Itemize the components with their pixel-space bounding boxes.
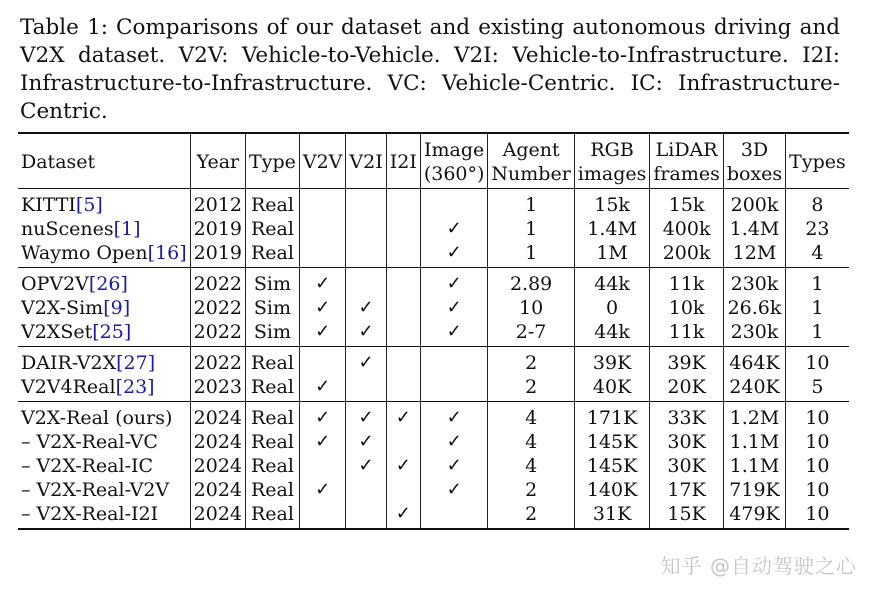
citation-link[interactable]: [27] [116,352,156,374]
cell-v2i [346,478,386,502]
cell-v2i: ✓ [346,320,386,347]
cell-boxes: 230k [723,268,785,297]
cell-types: 10 [786,430,849,454]
cell-type: Real [246,502,300,529]
cell-rgb: 44k [574,268,650,297]
cell-boxes: 26.6k [723,296,785,320]
cell-v2v [299,241,346,268]
cell-rgb: 145K [574,430,650,454]
cell-v2i [346,502,386,529]
cell-type: Sim [246,268,300,297]
table-row [18,217,849,241]
cell-image: ✓ [420,296,488,320]
cell-types: 10 [786,347,849,376]
header-image-line1: Image [423,139,485,161]
cell-i2i: ✓ [386,454,420,478]
table-caption [20,14,840,126]
cell-v2i: ✓ [346,402,386,431]
table-row [18,375,849,402]
header-boxes [723,133,785,189]
cell-i2i [386,189,420,218]
cell-v2v [299,189,346,218]
header-image-line2: (360°) [423,163,485,185]
cell-dataset [18,347,190,376]
cell-rgb: 1.4M [574,217,650,241]
cell-v2i: ✓ [346,454,386,478]
cell-lidar: 39K [650,347,723,376]
dataset-name: OPV2V [21,273,89,295]
watermark: 知乎 @自动驾驶之心 [660,554,857,578]
cell-type: Real [246,402,300,431]
cell-dataset [18,217,190,241]
cell-i2i: ✓ [386,402,420,431]
cell-types: 10 [786,502,849,529]
header-rgb-line1: RGB [590,139,634,161]
citation-link[interactable]: [26] [88,273,128,295]
cell-boxes: 12M [723,241,785,268]
cell-i2i [386,347,420,376]
cell-lidar: 30K [650,430,723,454]
citation-link[interactable]: [1] [113,218,141,240]
table-row [18,241,849,268]
cell-i2i [386,296,420,320]
header-image [420,133,488,189]
cell-types: 4 [786,241,849,268]
header-type: Type [246,133,300,189]
cell-v2i [346,375,386,402]
table-row [18,502,849,529]
cell-agents: 2-7 [488,320,574,347]
cell-v2i [346,268,386,297]
cell-i2i [386,375,420,402]
cell-v2i: ✓ [346,430,386,454]
cell-dataset [18,454,190,478]
cell-year: 2022 [190,347,245,376]
cell-image: ✓ [420,402,488,431]
cell-boxes: 719K [723,478,785,502]
cell-dataset [18,268,190,297]
cell-dataset [18,375,190,402]
cell-rgb: 1M [574,241,650,268]
cell-type: Real [246,375,300,402]
header-agent [488,133,574,189]
header-i2i: I2I [386,133,420,189]
cell-lidar: 30K [650,454,723,478]
cell-image: ✓ [420,217,488,241]
cell-dataset [18,478,190,502]
cell-type: Sim [246,296,300,320]
table-row [18,402,849,431]
cell-agents: 4 [488,430,574,454]
cell-i2i [386,478,420,502]
dataset-name: V2X-Real (ours) [21,407,173,429]
header-rgb [574,133,650,189]
cell-year: 2024 [190,430,245,454]
cell-lidar: 15K [650,502,723,529]
cell-types: 1 [786,296,849,320]
cell-image: ✓ [420,241,488,268]
table-row [18,430,849,454]
table-row [18,189,849,218]
cell-i2i: ✓ [386,502,420,529]
citation-link[interactable]: [25] [92,321,132,343]
cell-v2v [299,502,346,529]
cell-lidar: 10k [650,296,723,320]
table-row [18,347,849,376]
cell-v2v: ✓ [299,402,346,431]
cell-year: 2024 [190,454,245,478]
cell-agents: 4 [488,454,574,478]
cell-year: 2022 [190,268,245,297]
cell-image: ✓ [420,268,488,297]
dataset-name: DAIR-V2X [21,352,117,374]
cell-year: 2023 [190,375,245,402]
cell-year: 2024 [190,478,245,502]
header-row [18,133,849,189]
cell-boxes: 464K [723,347,785,376]
cell-agents: 2 [488,478,574,502]
cell-image [420,502,488,529]
cell-boxes: 1.2M [723,402,785,431]
header-lidar-line1: LiDAR [655,139,718,161]
cell-type: Real [246,430,300,454]
cell-dataset [18,241,190,268]
header-agent-line2: Number [491,163,571,185]
table-row [18,478,849,502]
cell-rgb: 0 [574,296,650,320]
cell-v2v: ✓ [299,296,346,320]
table-row [18,296,849,320]
dataset-name: Waymo Open [21,242,148,264]
cell-agents: 2 [488,347,574,376]
cell-boxes: 230k [723,320,785,347]
cell-v2v: ✓ [299,375,346,402]
cell-lidar: 200k [650,241,723,268]
header-v2v: V2V [299,133,346,189]
cell-types: 10 [786,478,849,502]
header-dataset: Dataset [18,133,190,189]
cell-agents: 4 [488,402,574,431]
table-body [18,189,849,530]
header-rgb-line2: images [577,163,647,185]
cell-year: 2022 [190,320,245,347]
header-boxes-line2: boxes [726,163,783,185]
cell-rgb: 31K [574,502,650,529]
cell-dataset [18,296,190,320]
cell-year: 2012 [190,189,245,218]
cell-boxes: 479K [723,502,785,529]
cell-boxes: 1.1M [723,454,785,478]
cell-types: 1 [786,268,849,297]
cell-type: Real [246,454,300,478]
cell-type: Real [246,217,300,241]
cell-v2i [346,217,386,241]
cell-i2i [386,268,420,297]
cell-type: Real [246,347,300,376]
cell-rgb: 171K [574,402,650,431]
cell-boxes: 1.1M [723,430,785,454]
cell-v2v [299,454,346,478]
cell-dataset [18,430,190,454]
dataset-name: nuScenes [21,218,114,240]
caption-text: Comparisons of our dataset and existing autonomous driving and V2X dataset. V2V: Vehicle-to-Vehicle. V2I: Vehicle-to-Infrastructure. I2I: Infrastructure-to-Infrastructure. VC: Vehicle-Centric. IC: Infrastructure-Centric. [20,15,841,124]
citation-link[interactable]: [9] [103,297,131,319]
cell-lidar: 20K [650,375,723,402]
cell-dataset [18,502,190,529]
cell-rgb: 44k [574,320,650,347]
cell-i2i [386,241,420,268]
cell-year: 2022 [190,296,245,320]
cell-image: ✓ [420,478,488,502]
comparison-table [18,132,849,530]
cell-v2v: ✓ [299,320,346,347]
cell-lidar: 11k [650,320,723,347]
cell-type: Real [246,478,300,502]
cell-v2v: ✓ [299,430,346,454]
cell-rgb: 39K [574,347,650,376]
citation-link[interactable]: [5] [75,194,103,216]
table-row [18,454,849,478]
cell-agents: 2 [488,502,574,529]
cell-type: Sim [246,320,300,347]
cell-v2v: ✓ [299,268,346,297]
dataset-name: V2XSet [21,321,93,343]
cell-types: 1 [786,320,849,347]
cell-types: 8 [786,189,849,218]
cell-image [420,375,488,402]
cell-dataset [18,320,190,347]
cell-types: 10 [786,454,849,478]
cell-image [420,347,488,376]
cell-v2v [299,217,346,241]
cell-image: ✓ [420,320,488,347]
cell-types: 23 [786,217,849,241]
cell-rgb: 145K [574,454,650,478]
cell-v2v [299,347,346,376]
cell-type: Real [246,241,300,268]
header-lidar-line2: frames [653,163,720,185]
cell-image: ✓ [420,430,488,454]
cell-dataset [18,189,190,218]
header-year: Year [190,133,245,189]
header-lidar [650,133,723,189]
cell-types: 10 [786,402,849,431]
dataset-name: – V2X-Real-IC [21,455,154,477]
dataset-name: – V2X-Real-V2V [21,479,170,501]
cell-lidar: 33K [650,402,723,431]
cell-dataset [18,402,190,431]
cell-v2i [346,241,386,268]
cell-lidar: 17K [650,478,723,502]
dataset-name: – V2X-Real-I2I [21,503,159,525]
cell-boxes: 240K [723,375,785,402]
cell-lidar: 400k [650,217,723,241]
cell-agents: 2.89 [488,268,574,297]
cell-boxes: 200k [723,189,785,218]
dataset-name: V2V4Real [21,376,116,398]
cell-lidar: 15k [650,189,723,218]
cell-v2i: ✓ [346,296,386,320]
cell-type: Real [246,189,300,218]
header-agent-line1: Agent [502,139,560,161]
cell-agents: 1 [488,217,574,241]
cell-rgb: 40K [574,375,650,402]
table-row [18,320,849,347]
dataset-name: V2X-Sim [21,297,104,319]
caption-label: Table 1: [20,15,108,40]
cell-agents: 10 [488,296,574,320]
cell-v2i [346,189,386,218]
cell-image [420,189,488,218]
cell-year: 2024 [190,502,245,529]
cell-year: 2019 [190,217,245,241]
citation-link[interactable]: [23] [115,376,155,398]
dataset-name: KITTI [21,194,76,216]
cell-i2i [386,320,420,347]
cell-agents: 1 [488,241,574,268]
cell-lidar: 11k [650,268,723,297]
table-row [18,268,849,297]
cell-v2i: ✓ [346,347,386,376]
cell-agents: 1 [488,189,574,218]
cell-year: 2024 [190,402,245,431]
cell-agents: 2 [488,375,574,402]
header-types: Types [786,133,849,189]
header-v2i: V2I [346,133,386,189]
cell-rgb: 15k [574,189,650,218]
cell-image: ✓ [420,454,488,478]
cell-i2i [386,430,420,454]
cell-types: 5 [786,375,849,402]
dataset-name: – V2X-Real-VC [21,431,158,453]
cell-v2v: ✓ [299,478,346,502]
cell-year: 2019 [190,241,245,268]
cell-boxes: 1.4M [723,217,785,241]
cell-rgb: 140K [574,478,650,502]
cell-i2i [386,217,420,241]
citation-link[interactable]: [16] [147,242,187,264]
header-boxes-line1: 3D [740,139,769,161]
